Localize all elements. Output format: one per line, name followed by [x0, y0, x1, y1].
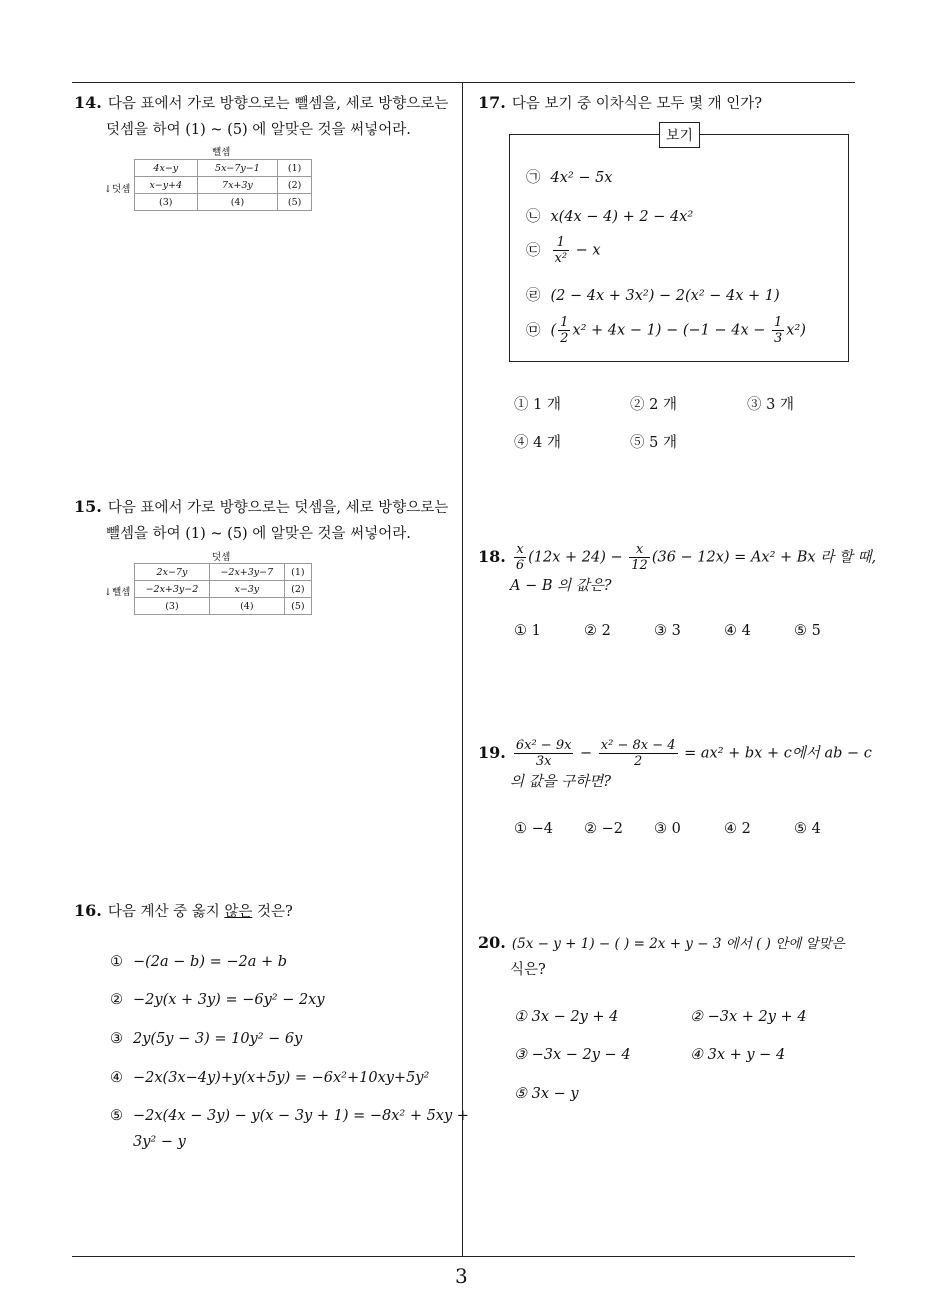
option-mark: ②	[110, 992, 123, 1008]
table-14	[134, 159, 312, 211]
fraction	[599, 738, 678, 769]
option-3[interactable]: ③ 3	[654, 623, 681, 639]
question-16	[74, 898, 293, 925]
option-5[interactable]	[110, 1108, 469, 1124]
option-text: −2x(4x − 3y) − y(x − 3y + 1) = −8x² + 5xy +	[133, 1108, 469, 1124]
numerator: 1	[553, 235, 570, 251]
cell: (2)	[284, 581, 311, 598]
question-text-b: 것은?	[252, 904, 293, 920]
question-20	[478, 930, 863, 983]
option-4[interactable]: ④ 2	[724, 821, 751, 837]
bottom-rule	[72, 1256, 855, 1257]
question-text-line1: 다음 표에서 가로 방향으로는 뺄셈을, 세로 방향으로는	[107, 96, 449, 112]
page-number: 3	[455, 1264, 468, 1288]
question-text-line1: (5x − y + 1) − ( ) = 2x + y − 3 에서 ( ) 안에 알맞은	[511, 936, 845, 952]
option-1[interactable]	[110, 954, 287, 970]
question-15	[74, 494, 460, 547]
table-top-label: 뺄셈	[212, 147, 231, 158]
question-text-line1: 다음 표에서 가로 방향으로는 덧셈을, 세로 방향으로는	[107, 500, 449, 516]
option-4[interactable]	[110, 1070, 429, 1086]
option-text: −(2a − b) = −2a + b	[133, 954, 288, 970]
fraction	[553, 235, 570, 266]
denominator: 3	[774, 331, 783, 346]
item-text: x(4x − 4) + 2 − 4x²	[550, 209, 694, 225]
cell: 7x+3y	[197, 177, 278, 194]
question-text-line2: A − B 의 값은?	[510, 578, 612, 594]
question-text: = ax² + bx + c에서 ab − c	[679, 745, 872, 762]
item-text: x²)	[786, 322, 806, 339]
option-4[interactable]: ④ 3x + y − 4	[690, 1047, 786, 1063]
question-number: 18.	[478, 546, 506, 566]
option-5-continued	[133, 1134, 186, 1150]
denominator: 2	[560, 331, 569, 346]
option-mark: ③	[110, 1031, 123, 1047]
item-text: (	[550, 322, 557, 339]
table-top-label: 덧셈	[212, 552, 231, 563]
item-mark: ㉡	[526, 209, 541, 225]
option-mark: ④	[110, 1070, 123, 1086]
table-row	[135, 564, 312, 581]
item-mark: ㉢	[526, 242, 541, 259]
option-5[interactable]: ⑤ 5 개	[630, 435, 677, 451]
item-text: (2 − 4x + 3x²) − 2(x² − 4x + 1)	[550, 288, 780, 304]
cell: (1)	[278, 160, 312, 177]
option-1[interactable]: ① 3x − 2y + 4	[514, 1009, 619, 1025]
example-item-3	[526, 235, 601, 266]
table-side-label: ↓덧셈	[104, 184, 131, 195]
cell: (2)	[278, 177, 312, 194]
column-divider	[462, 82, 463, 1256]
option-3[interactable]	[110, 1031, 302, 1047]
option-1[interactable]: ① 1 개	[514, 397, 561, 413]
table-row	[135, 160, 312, 177]
question-19	[478, 738, 872, 795]
question-text-line2: 뺄셈을 하여 (1) ~ (5) 에 알맞은 것을 써넣어라.	[106, 526, 411, 542]
numerator: 1	[774, 315, 783, 330]
cell: (3)	[135, 194, 198, 211]
item-text: 4x² − 5x	[550, 170, 613, 186]
fraction	[514, 738, 574, 769]
cell: (4)	[197, 194, 278, 211]
item-mark: ㉤	[526, 322, 541, 339]
question-number: 16.	[74, 901, 102, 920]
option-mark: ⑤	[110, 1108, 123, 1124]
table-15	[134, 563, 312, 615]
table-row	[135, 177, 312, 194]
option-5[interactable]: ⑤ 3x − y	[514, 1086, 579, 1102]
option-2[interactable]: ② −3x + 2y + 4	[690, 1009, 807, 1025]
cell: (4)	[209, 598, 284, 615]
cell: 2x−7y	[135, 564, 210, 581]
question-text: (36 − 12x) = Ax² + Bx 라 할 때,	[651, 549, 877, 566]
item-mark: ㉠	[526, 170, 541, 186]
question-text-a: 다음 계산 중 옳지	[107, 904, 225, 920]
question-text: −	[575, 745, 597, 762]
cell: (3)	[135, 598, 210, 615]
cell: (1)	[284, 564, 311, 581]
cell: x−y+4	[135, 177, 198, 194]
numerator: x	[514, 542, 526, 558]
option-text: −2x(3x−4y)+y(x+5y) = −6x²+10xy+5y²	[133, 1070, 430, 1086]
denominator: 6	[515, 558, 525, 573]
option-1[interactable]: ① 1	[514, 623, 541, 639]
option-text: −2y(x + 3y) = −6y² − 2xy	[133, 992, 325, 1008]
question-text-line2: 의 값을 구하면?	[510, 774, 612, 790]
option-3[interactable]: ③ 0	[654, 821, 681, 837]
question-number: 20.	[478, 933, 506, 952]
denominator: x²	[554, 251, 568, 266]
option-2[interactable]: ② 2 개	[630, 397, 677, 413]
question-text: 다음 보기 중 이차식은 모두 몇 개 인가?	[511, 96, 762, 112]
numerator: 6x² − 9x	[515, 738, 572, 753]
item-text: − x	[571, 242, 601, 259]
question-text-underlined: 않은	[224, 904, 253, 920]
option-2[interactable]: ② 2	[584, 623, 611, 639]
example-item-4	[526, 284, 780, 305]
example-box-title: 보기	[659, 122, 700, 148]
question-text-line2: 식은?	[510, 962, 546, 978]
option-text: 3y² − y	[133, 1134, 186, 1150]
table-row	[135, 581, 312, 598]
denominator: 3x	[535, 754, 552, 769]
cell: (5)	[284, 598, 311, 615]
option-2[interactable]	[110, 992, 325, 1008]
fraction	[772, 315, 784, 346]
cell: (5)	[278, 194, 312, 211]
example-item-1	[526, 166, 613, 187]
table-side-label: ↓뺄셈	[104, 587, 131, 598]
option-text: 2y(5y − 3) = 10y² − 6y	[133, 1031, 303, 1047]
question-number: 19.	[478, 742, 506, 762]
numerator: x² − 8x − 4	[600, 738, 676, 753]
question-number: 17.	[478, 93, 506, 112]
cell: 4x−y	[135, 160, 198, 177]
question-17	[478, 90, 762, 117]
fraction	[514, 542, 526, 573]
option-5[interactable]: ⑤ 5	[794, 623, 821, 639]
item-mark: ㉣	[526, 288, 541, 304]
option-1[interactable]: ① −4	[514, 821, 553, 837]
question-number: 14.	[74, 93, 102, 112]
numerator: x	[629, 542, 650, 558]
item-text: x² + 4x − 1) − (−1 − 4x −	[572, 322, 771, 339]
option-5[interactable]: ⑤ 4	[794, 821, 821, 837]
top-rule	[72, 82, 855, 83]
denominator: 12	[631, 558, 648, 573]
cell: x−3y	[209, 581, 284, 598]
cell: −2x+3y−2	[135, 581, 210, 598]
example-item-2	[526, 205, 693, 226]
option-3[interactable]: ③ −3x − 2y − 4	[514, 1047, 631, 1063]
denominator: 2	[634, 754, 643, 769]
question-18	[478, 542, 877, 599]
fraction	[629, 542, 650, 573]
question-text-line2: 덧셈을 하여 (1) ~ (5) 에 알맞은 것을 써넣어라.	[106, 122, 411, 138]
table-row	[135, 194, 312, 211]
option-3[interactable]: ③ 3 개	[747, 397, 794, 413]
numerator: 1	[560, 315, 569, 330]
option-mark: ①	[110, 954, 123, 970]
fraction	[558, 315, 570, 346]
cell: 5x−7y−1	[197, 160, 278, 177]
question-number: 15.	[74, 497, 102, 516]
table-row	[135, 598, 312, 615]
option-4[interactable]: ④ 4	[724, 623, 751, 639]
question-text: (12x + 24) −	[528, 549, 628, 566]
example-item-5	[526, 315, 806, 346]
option-4[interactable]: ④ 4 개	[514, 435, 561, 451]
option-2[interactable]: ② −2	[584, 821, 623, 837]
question-14	[74, 90, 460, 143]
cell: −2x+3y−7	[209, 564, 284, 581]
